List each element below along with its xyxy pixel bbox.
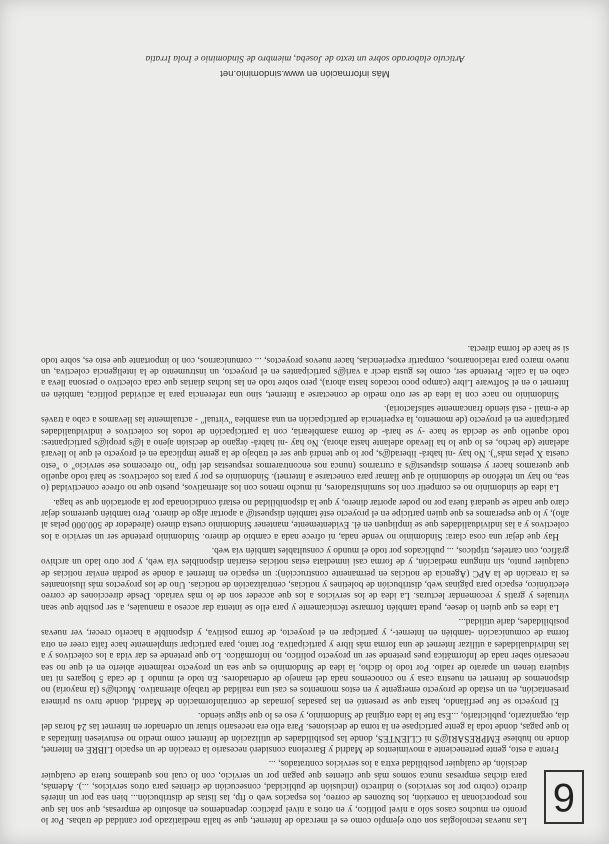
paragraph: La idea es que quien lo desee, pueda también formarse técnicamente y para ello se intenta dar acceso a manuales, a ser posible que sean virtuales y gratis y recomendar lecturas. La idea de los servicios a los que acceder son de lo más variado. Desde direcciones de correo electrónico, espacio para páginas web, distribución de boletines y noticias, centralización de noticias. Uno de los proyectos más ilusionantes es la creación de la APC (Agencia de noticias en permanente construcción): un espacio en Internet a donde se podrán enviar noticias de cualquier punto, sin ninguna mediación, y de forma casi inmediata estas noticias estarían disponibles vía web, y por otro lado un archivo gráfico, con carteles, trípticos, ... publicados por todo el mundo y consultables también vía web. bbox=[41, 546, 569, 613]
article-footer bbox=[41, 53, 569, 79]
paragraph: Las nuevas tecnologías son otro ejemplo como es el mercado de Internet, que se halla mediatizado por cantidad de trabas. Por lo pronto en muchos casos sólo a nivel político, y en otros a nivel práctico: dependemos en absoluto de empresas, que son las que nos proporcionan la conexión, los buzones de correo, los espacios web o ftp, las listas de distribución... bien sea por un interés directo (cobro por los servicios) o indirecto (inclusión de publicidad, consecución de clientes para otros servicios, ...). Además, para dichas empresas nunca somos más que clientes que pagan por un servicio, con lo cual nos quedamos fuera de cualquier decisión, de cualquier posibilidad extra a los servicios contratados, ... bbox=[41, 759, 527, 826]
paragraph: El proyecto se fue perfilando, hasta que se presentó en las pasadas jornadas de contrainformación de Madrid, donde tuvo su primera presentación, en un estado de proyecto emergente y en estos momentos es casi una realidad de trabajo alternativo. Much@s (la mayoría) no disponemos de Internet en nuestra casa y no conocemos nada del manejo de ordenadores. En todo el mundo 1 de cada 5 hogares ni tan siquiera tienen un aparato de radio. Por todo lo dicho, la idea de Sindominio es que sea un proyecto realmente abierto en el que no sea necesario saber nada de Informática pues pretende ser un proyecto político, no informático. Lo que pretende es dar vida a los colectivos y a las individualidades a utilizar Internet de una forma más libre y participativa. Por tanto, para participar simplemente hace falta creer en otra forma de comunicación -también en Internet-, y participar en el proyecto, de forma positiva, y disponible a hacerlo crecer, ver nuevas posibilidades, darle utilidad... bbox=[41, 617, 569, 707]
article-body bbox=[41, 340, 569, 826]
paragraph: Frente a esto, gente perteneciente a movimientos de Madrid y Barcelona consideró necesario la creación de un espacio LIBRE en Internet, donde no hubiese EMPRESARI@S ni CLIENTES, donde las posibilidades de utilización de Internet como medio no estuviesen limitadas a lo que pagas, donde toda la gente participase en la toma de decisiones. Para ello era necesario situar un ordenador en Internet las 24 horas del día, organizarlo, publicitarlo, ...Esa fue la idea original de Sindominio, y eso es lo que sigue siendo. bbox=[41, 710, 569, 755]
page-number: 6 bbox=[544, 770, 584, 824]
more-info-line: Más información en www.sindominio.net bbox=[220, 68, 390, 79]
paragraph: La idea de sindominio no es competir con los suministradores, ni mucho menos con los alternativos, puesto que no ofrece conectividad (o sea, no hay un teléfono de sindominio al que llamar para conectarse a Internet). Sindominio es por y para los colectivos: se hará todo aquello que queramos hacer y estemos dispuest@s a currarnos (nunca nos encontraremos respuestas del tipo "no ofrecemos ese servicio" o "esto cuesta X pelas más"). No hay -ni habrá- liberad@s, por lo que tendrá que ser el trabajo de la gente implicada en el proyecto el que lo llevará adelante (de hecho, es lo que lo ha llevado adelante hasta ahora). No hay -ni habrá- órgano de decisión ajeno a l@s propi@s participantes: todo aquello que se decida se hace -y se hará- de forma asamblearia, con la participación de todos los colectivos e individualidades participante en el proyecto (de momento, la experiencia de participación en una asamblea "virtual" - actualmente las llevamos a cabo a través de e-mail - está siendo francamente satisfactoria). bbox=[41, 403, 569, 494]
paragraph: Sindominio no nace con la idea de ser otro medio de conectarse a Internet, sino una referencia para la actividad política, también en Internet o en el Software Libre (campo poco tocados hasta ahora), pero sobre todo en las luchas diarias que cada colectivo o persona lleva a cabo en la calle. Pretende ser, como les gusta decir a vari@s participantes en el proyecto, un instrumento de la inteligencia colectiva, un nuevo marco para relacionarnos, compartir experiencias, hacer nuevos proyectos, ... comunicarnos, con lo importante que esto es, sobre todo si se hace de forma directa. bbox=[41, 344, 569, 400]
paragraph: Hay que dejar una cosa clara: Sindominio no vende nada, ni ofrece nada a cambio de dinero. Sindominio pretende ser un servicio a los colectivos y a las individualidades que se impliquen en él. Evidentemente, mantener Sindominio cuesta dinero (alrededor de 500.000 pelas al año), y lo que esperamos es que quien participe en el proyecto esté también dispuest@ a aportar algo de dinero. Pero también queremos dejar claro que nadie se quedará fuera por no poder aportar dinero, y que la disponibilidad no estará condicionada por la aportación que se haga. bbox=[41, 497, 569, 542]
author-credit: Artículo elaborado sobre un texto de Joseba, miembro de Sindominio e Irola Irratia bbox=[145, 53, 465, 63]
